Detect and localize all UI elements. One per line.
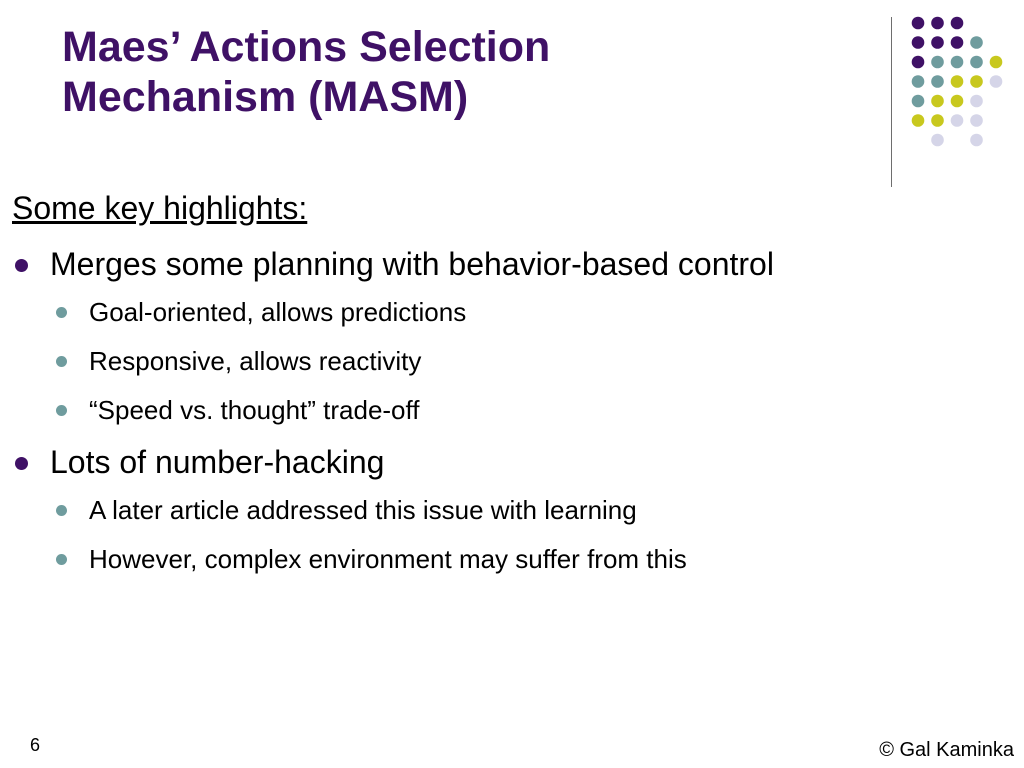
sub-bullet-text: Responsive, allows reactivity <box>89 346 422 376</box>
decor-dot <box>970 95 983 108</box>
decor-dot <box>912 36 925 49</box>
slide-title-line-1: Maes’ Actions Selection <box>62 23 551 71</box>
page-number: 6 <box>30 735 41 755</box>
decor-dot <box>970 134 983 147</box>
decor-dot <box>912 75 925 88</box>
sub-bullet-dot-icon <box>56 405 67 416</box>
title-divider-line <box>891 17 892 187</box>
decor-dot <box>951 75 964 88</box>
sub-bullet-item <box>12 345 992 377</box>
sub-bullet-item <box>12 394 992 426</box>
sub-bullet-list <box>12 296 992 426</box>
decor-dot <box>912 114 925 127</box>
slide-title-line-2: Mechanism (MASM) <box>62 73 469 121</box>
sub-bullet-item <box>12 296 992 328</box>
decor-dot <box>951 56 964 69</box>
sub-bullet-text: “Speed vs. thought” trade-off <box>89 395 420 425</box>
sub-bullet-text: A later article addressed this issue with learning <box>89 495 637 525</box>
decor-dot <box>931 36 944 49</box>
decorative-dot-grid <box>0 0 1024 200</box>
bullet-text: Merges some planning with behavior-based control <box>50 246 774 282</box>
decor-dot <box>951 95 964 108</box>
bullet-item <box>12 245 992 283</box>
bullet-dot-icon <box>15 457 28 470</box>
decor-dot <box>912 17 925 30</box>
decor-dot <box>951 17 964 30</box>
sub-bullet-text: However, complex environment may suffer from this <box>89 544 687 574</box>
sub-bullet-dot-icon <box>56 356 67 367</box>
decor-dot <box>970 75 983 88</box>
sub-bullet-list <box>12 494 992 575</box>
slide-body <box>12 188 992 592</box>
sub-bullet-item <box>12 543 992 575</box>
decor-dot <box>970 36 983 49</box>
sub-bullet-item <box>12 494 992 526</box>
sub-bullet-text: Goal-oriented, allows predictions <box>89 297 467 327</box>
decor-dot <box>990 56 1003 69</box>
sub-bullet-dot-icon <box>56 505 67 516</box>
decor-dot <box>931 56 944 69</box>
decor-dot <box>912 95 925 108</box>
decor-dot <box>970 56 983 69</box>
decor-dot <box>931 114 944 127</box>
bullet-text: Lots of number-hacking <box>50 444 385 480</box>
decor-dot <box>931 95 944 108</box>
bullet-dot-icon <box>15 259 28 272</box>
sub-bullet-dot-icon <box>56 554 67 565</box>
decor-dot <box>931 75 944 88</box>
decor-dot <box>931 134 944 147</box>
decor-dot <box>931 17 944 30</box>
copyright-credit: © Gal Kaminka <box>879 739 1014 761</box>
decor-dot <box>990 75 1003 88</box>
sub-bullet-dot-icon <box>56 307 67 318</box>
decor-dot <box>951 36 964 49</box>
decor-dot <box>912 56 925 69</box>
decor-dot <box>951 114 964 127</box>
bullet-item <box>12 443 992 481</box>
decor-dot <box>970 114 983 127</box>
intro-heading: Some key highlights: <box>12 190 308 226</box>
